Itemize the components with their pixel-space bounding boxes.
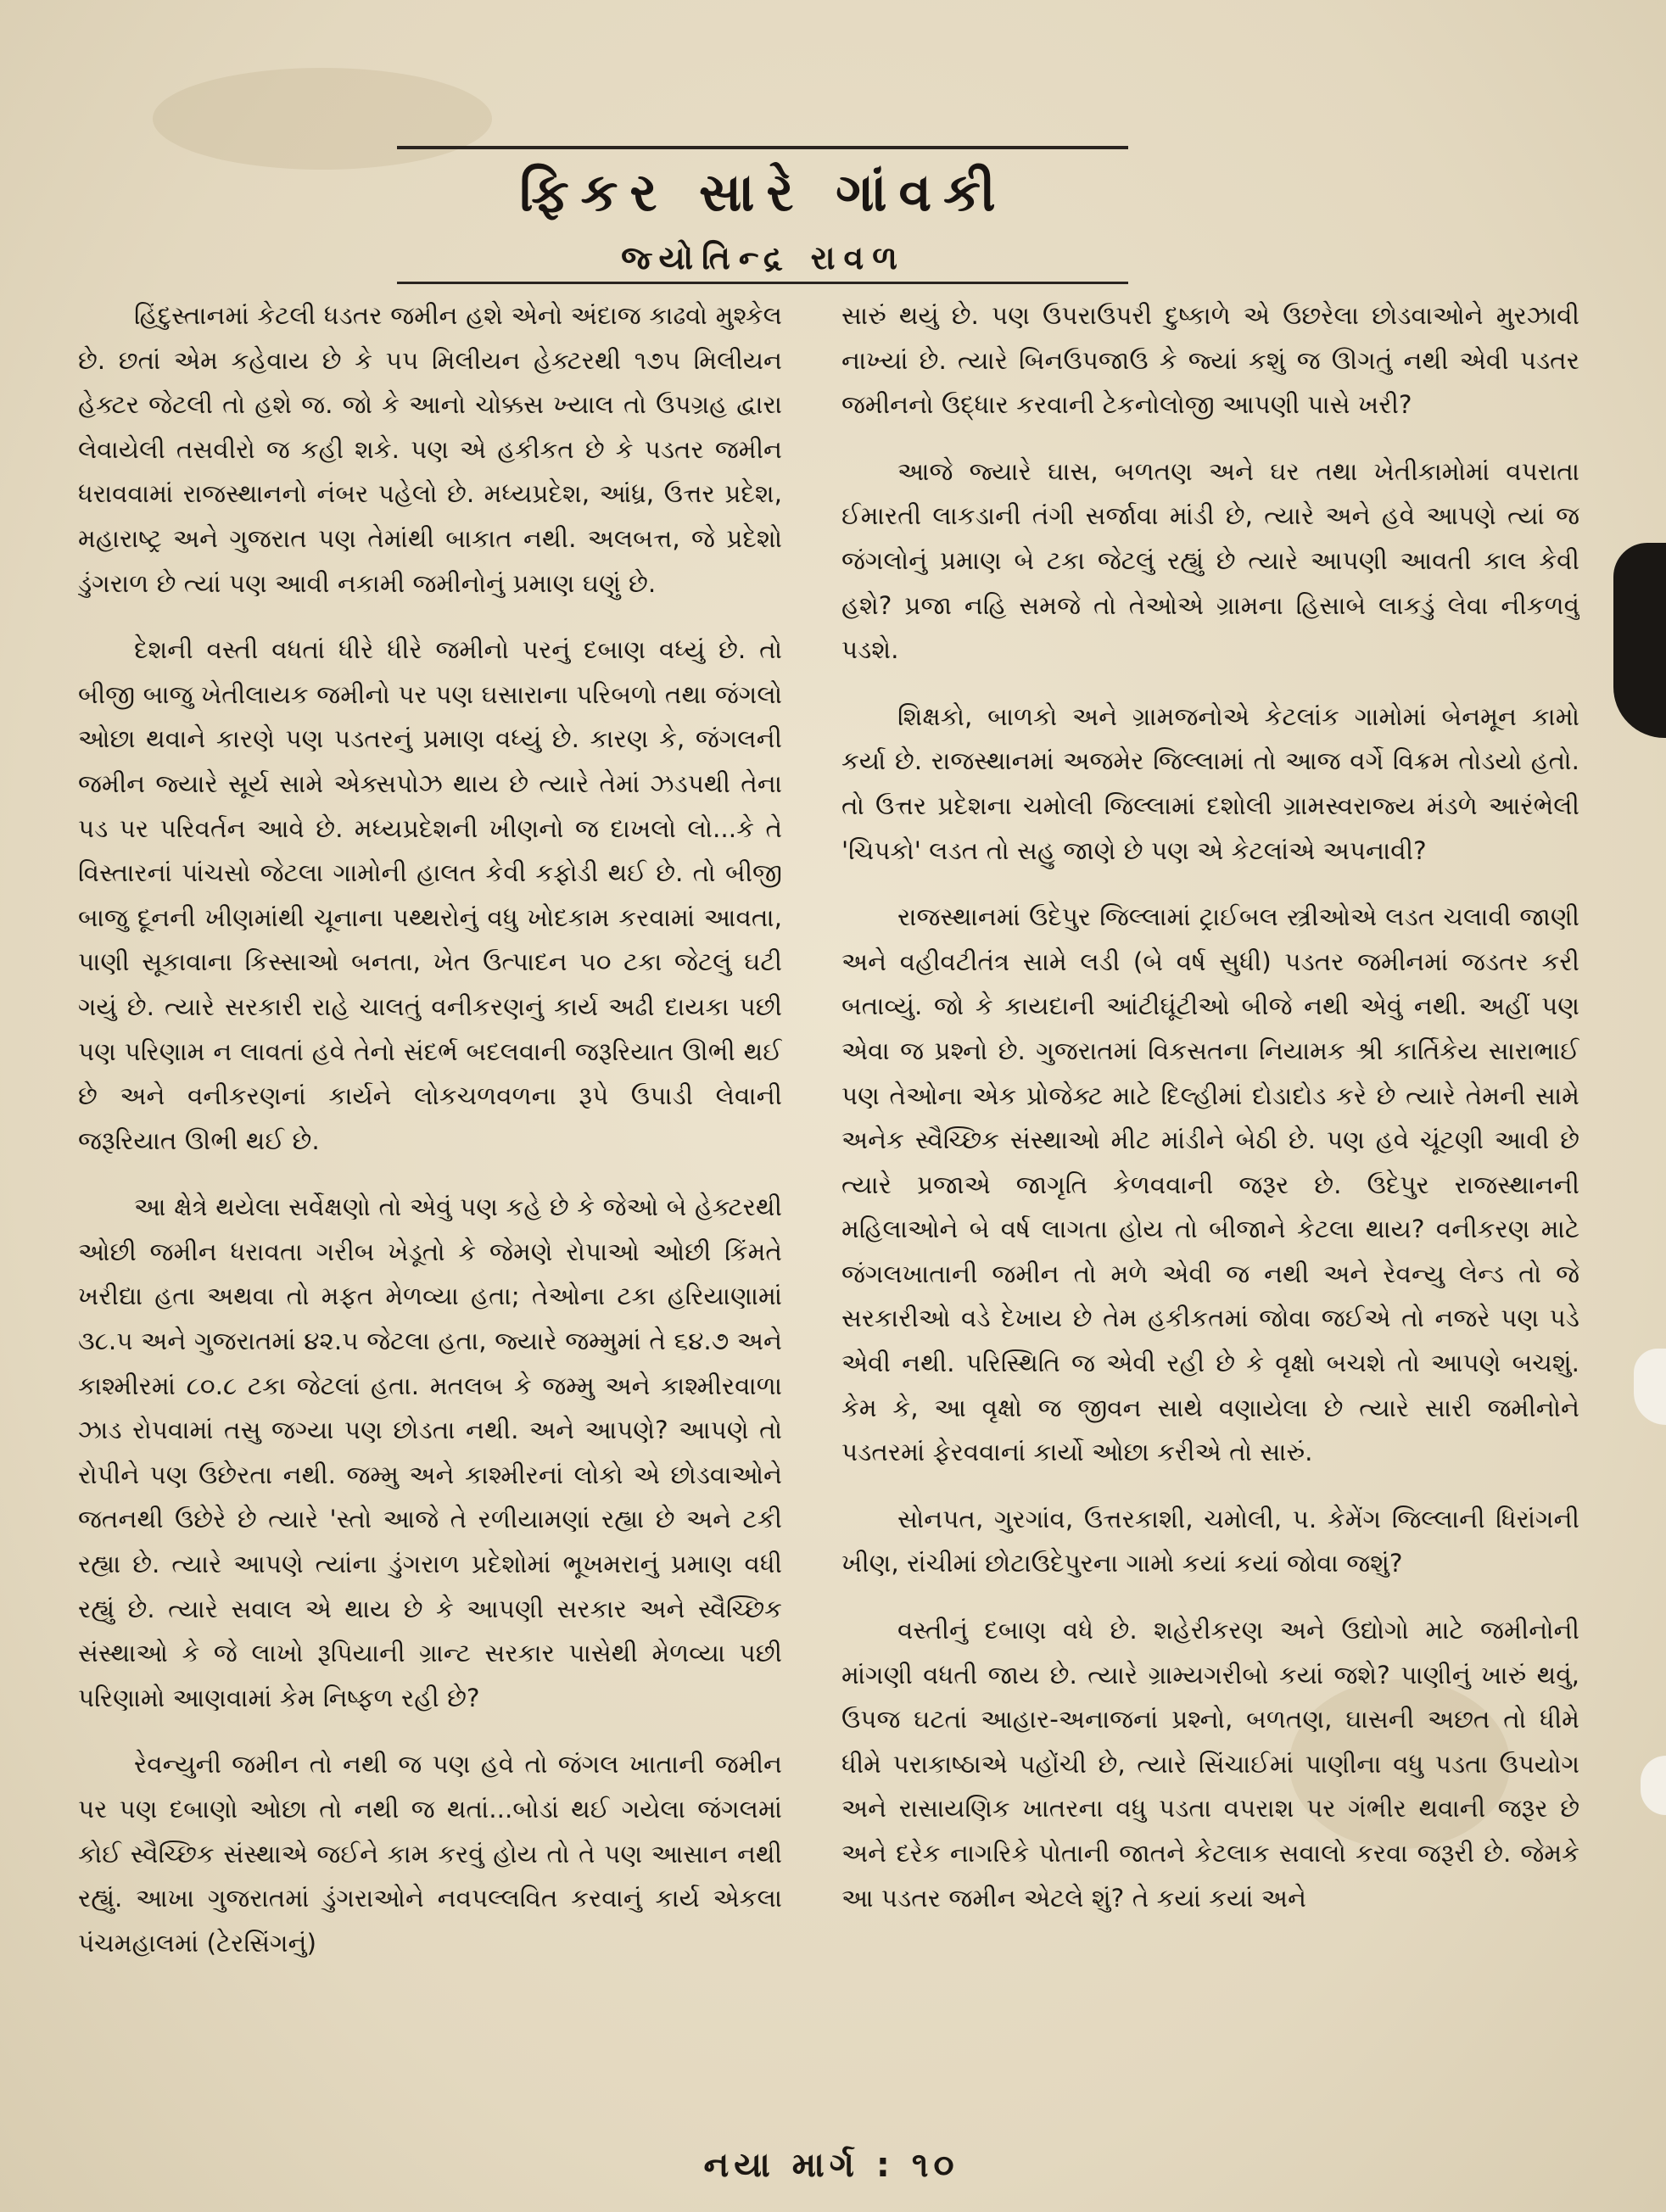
paragraph: વસ્તીનું દબાણ વધે છે. શહેરીકરણ અને ઉદ્યોગો માટે જમીનોની માંગણી વધતી જાય છે. ત્યારે ગ્રામ્યગરીબો કયાં જશે? પાણીનું ખારું થવું, ઉપજ ઘટતાં આહાર-અનાજનાં પ્રશ્નો, બળતણ, ઘાસની અછત તો ધીમે ધીમે પરાકાષ્ઠાએ પહોંચી છે, ત્યારે સિંચાઈમાં પાણીના વધુ પડતા ઉપયોગ અને રાસાયણિક ખાતરના વધુ પડતા વપરાશ પર ગંભીર થવાની જરૂર છે અને દરેક નાગરિકે પોતાની જાતને કેટલાક સવાલો કરવા જરૂરી છે. જેમકે આ પડતર જમીન એટલે શું? તે કયાં કયાં અને [841, 1616, 1579, 1913]
page-edge-damage [1613, 543, 1666, 738]
paragraph: હિંદુસ્તાનમાં કેટલી ધડતર જમીન હશે એનો અંદાજ કાઢવો મુશ્કેલ છે. છતાં એમ કહેવાય છે કે ૫૫ મિલીયન હેક્ટરથી ૧૭૫ મિલીયન હેક્ટર જેટલી તો હશે જ. જો કે આનો ચોક્કસ ખ્યાલ તો ઉપગ્રહ દ્વારા લેવાયેલી તસવીરો જ કહી શકે. પણ એ હકીકત છે કે પડતર જમીન ધરાવવામાં રાજસ્થાનનો નંબર પહેલો છે. મધ્યપ્રદેશ, આંધ્ર, ઉત્તર પ્રદેશ, મહારાષ્ટ્ર અને ગુજરાત પણ તેમાંથી બાકાત નથી. અલબત્ત, જે પ્રદેશો ડુંગરાળ છે ત્યાં પણ આવી નકામી જમીનોનું પ્રમાણ ઘણું છે. [78, 301, 782, 598]
paragraph: શિક્ષકો, બાળકો અને ગ્રામજનોએ કેટલાંક ગામોમાં બેનમૂન કામો કર્યા છે. રાજસ્થાનમાં અજમેર જિલ્લામાં તો આજ વર્ગે વિક્રમ તોડયો હતો. તો ઉત્તર પ્રદેશના ચમોલી જિલ્લામાં દશોલી ગ્રામસ્વરાજ્ય મંડળે આરંભેલી 'ચિપકો' લડત તો સહુ જાણે છે પણ એ કેટલાંએ અપનાવી? [841, 701, 1579, 865]
title-rule-bottom [397, 282, 1128, 284]
paragraph: સોનપત, ગુરગાંવ, ઉત્તરકાશી, ચમોલી, પ. કેમેંગ જિલ્લાની ધિરાંગની ખીણ, રાંચીમાં છોટાઉદેપુરના ગામો કયાં કયાં જોવા જશું? [841, 1504, 1579, 1578]
page-edge-damage [1634, 1349, 1666, 1425]
text-column-right [841, 293, 1579, 2024]
title-rule-top [397, 146, 1128, 149]
page-footer: નયા માર્ગ : ૧૦ [703, 2146, 959, 2185]
article-author: જ્યોતિન્દ્ર રાવળ [621, 239, 906, 276]
paragraph: સારું થયું છે. પણ ઉપરાઉપરી દુષ્કાળે એ ઉછરેલા છોડવાઓને મુરઝાવી નાખ્યાં છે. ત્યારે બિનઉપજાઉ કે જ્યાં કશું જ ઊગતું નથી એવી પડતર જમીનનો ઉદ્ધાર કરવાની ટેકનોલોજી આપણી પાસે ખરી? [841, 301, 1579, 420]
paragraph: રાજસ્થાનમાં ઉદેપુર જિલ્લામાં ટ્રાઈબલ સ્ત્રીઓએ લડત ચલાવી જાણી અને વહીવટીતંત્ર સામે લડી (બે વર્ષ સુધી) પડતર જમીનમાં જડતર કરી બતાવ્યું. જો કે કાયદાની આંટીઘૂંટીઓ બીજે નથી એવું નથી. અહીં પણ એવા જ પ્રશ્નો છે. ગુજરાતમાં વિકસતના નિયામક શ્રી કાર્તિકેય સારાભાઈ પણ તેઓના એક પ્રોજેક્ટ માટે દિલ્હીમાં દોડાદોડ કરે છે ત્યારે તેમની સામે અનેક સ્વૈચ્છિક સંસ્થાઓ મીટ માંડીને બેઠી છે. પણ હવે ચૂંટણી આવી છે ત્યારે પ્રજાએ જાગૃતિ કેળવવાની જરૂર છે. ઉદેપુર રાજસ્થાનની મહિલાઓને બે વર્ષ લાગતા હોય તો બીજાને કેટલા થાય? વનીકરણ માટે જંગલખાતાની જમીન તો મળે એવી જ નથી અને રેવન્યુ લેન્ડ તો જે સરકારીઓ વડે દેખાય છે તેમ હકીકતમાં જોવા જઈએ તો નજરે પણ પડે એવી નથી. પરિસ્થિતિ જ એવી રહી છે કે વૃક્ષો બચશે તો આપણે બચશું. કેમ કે, આ વૃક્ષો જ જીવન સાથે વણાયેલા છે ત્યારે સારી જમીનોને પડતરમાં ફેરવવાનાં કાર્યો ઓછા કરીએ તો સારું. [841, 902, 1579, 1467]
page-edge-damage [1641, 1756, 1666, 1815]
paper-stain [153, 68, 492, 170]
paragraph: આ ક્ષેત્રે થયેલા સર્વેક્ષણો તો એવું પણ કહે છે કે જેઓ બે હેક્ટરથી ઓછી જમીન ધરાવતા ગરીબ ખેડૂતો કે જેમણે રોપાઓ ઓછી કિંમતે ખરીદ્યા હતા અથવા તો મફત મેળવ્યા હતા; તેઓના ટકા હરિયાણામાં ૩૮.૫ અને ગુજરાતમાં ૪૨.૫ જેટલા હતા, જ્યારે જમ્મુમાં તે ૬૪.૭ અને કાશ્મીરમાં ૮૦.૮ ટકા જેટલાં હતા. મતલબ કે જમ્મુ અને કાશ્મીરવાળા ઝાડ રોપવામાં તસુ જગ્યા પણ છોડતા નથી. અને આપણે? આપણે તો રોપીને પણ ઉછેરતા નથી. જમ્મુ અને કાશ્મીરનાં લોકો એ છોડવાઓને જતનથી ઉછેરે છે ત્યારે 'સ્તો આજે તે રળીયામણાં રહ્યા છે અને ટકી રહ્યા છે. ત્યારે આપણે ત્યાંના ડુંગરાળ પ્રદેશોમાં ભૂખમરાનું પ્રમાણ વધી રહ્યું છે. ત્યારે સવાલ એ થાય છે કે આપણી સરકાર અને સ્વૈચ્છિક સંસ્થાઓ કે જે લાખો રૂપિયાની ગ્રાન્ટ સરકાર પાસેથી મેળવ્યા પછી પરિણામો આણવામાં કેમ નિષ્ફળ રહી છે? [78, 1193, 782, 1712]
article-title: ફિકર સારે ગાંવકી [519, 161, 1008, 223]
paragraph: દેશની વસ્તી વધતાં ધીરે ધીરે જમીનો પરનું દબાણ વધ્યું છે. તો બીજી બાજુ ખેતીલાયક જમીનો પર પણ ઘસારાના પરિબળો તથા જંગલો ઓછા થવાને કારણે પણ પડતરનું પ્રમાણ વધ્યું છે. કારણ કે, જંગલની જમીન જ્યારે સૂર્ય સામે એક્સપોઝ થાય છે ત્યારે તેમાં ઝડપથી તેના પડ પર પરિવર્તન આવે છે. મધ્યપ્રદેશની ખીણનો જ દાખલો લો...કે તે વિસ્તારનાં પાંચસો જેટલા ગામોની હાલત કેવી કફોડી થઈ છે. તો બીજી બાજુ દૂનની ખીણમાંથી ચૂનાના પથ્થરોનું વધુ ખોદકામ કરવામાં આવતા, પાણી સૂકાવાના કિસ્સાઓ બનતા, ખેત ઉત્પાદન ૫૦ ટકા જેટલું ઘટી ગયું છે. ત્યારે સરકારી રાહે ચાલતું વનીકરણનું કાર્ય અઢી દાયકા પછી પણ પરિણામ ન લાવતાં હવે તેનો સંદર્ભ બદલવાની જરૂરિયાત ઊભી થઈ છે અને વનીકરણનાં કાર્યને લોકચળવળના રૂપે ઉપાડી લેવાની જરૂરિયાત ઊભી થઈ છે. [78, 635, 782, 1155]
paragraph: આજે જ્યારે ઘાસ, બળતણ અને ઘર તથા ખેતીકામોમાં વપરાતા ઈમારતી લાકડાની તંગી સર્જાવા માંડી છે, ત્યારે અને હવે આપણે ત્યાં જ જંગલોનું પ્રમાણ બે ટકા જેટલું રહ્યું છે ત્યારે આપણી આવતી કાલ કેવી હશે? પ્રજા નહિ સમજે તો તેઓએ ગ્રામના હિસાબે લાકડું લેવા નીકળવું પડશે. [841, 456, 1579, 665]
text-column-left [78, 293, 782, 2024]
paragraph: રેવન્યુની જમીન તો નથી જ પણ હવે તો જંગલ ખાતાની જમીન પર પણ દબાણો ઓછા તો નથી જ થતાં...બોડાં થઈ ગયેલા જંગલમાં કોઈ સ્વૈચ્છિક સંસ્થાએ જઈને કામ કરવું હોય તો તે પણ આસાન નથી રહ્યું. આખા ગુજરાતમાં ડુંગરાઓને નવપલ્લવિત કરવાનું કાર્ય એકલા પંચમહાલમાં (ટેરસિંગનું) [78, 1750, 782, 1958]
